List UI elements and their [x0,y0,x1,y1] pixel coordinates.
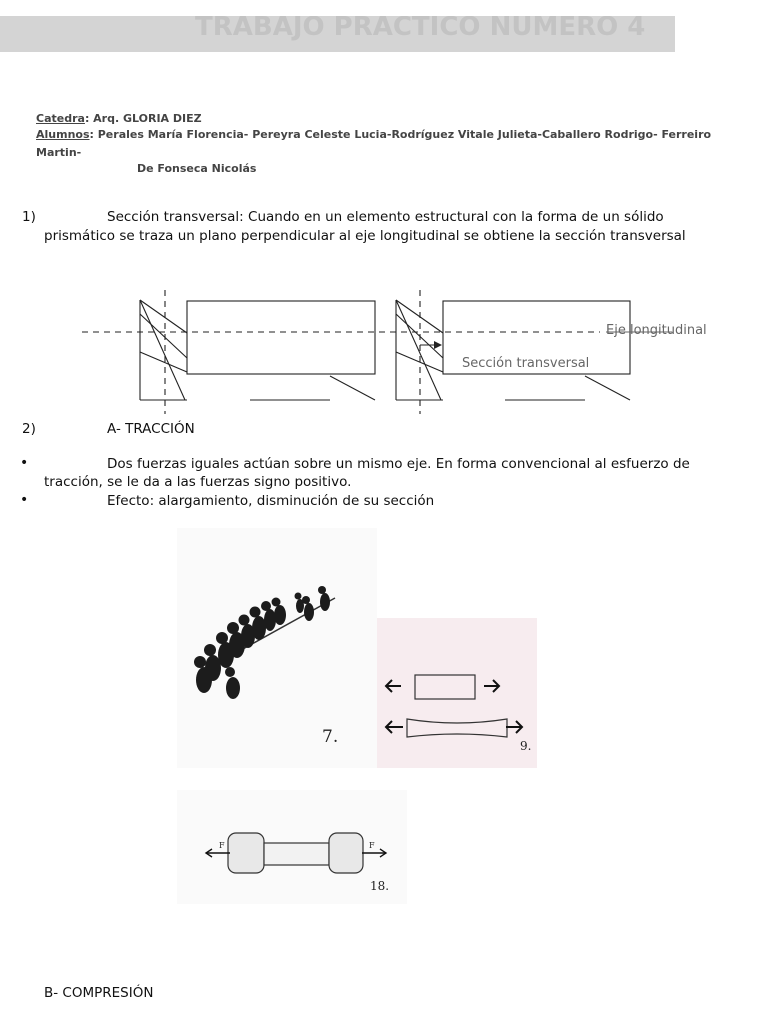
catedra-value: : Arq. GLORIA DIEZ [84,112,202,125]
section1-line2: prismático se traza un plano perpendicular al eje longitudinal se obtiene la sección transversal [44,228,686,244]
fig18-label: 18. [370,879,390,893]
bullet1-line2: tracción, se le da a las fuerzas signo positivo. [44,474,352,490]
section2-heading: A- TRACCIÓN [107,421,195,437]
alumnos-value: : Perales María Florencia- Pereyra Celeste Lucia-Rodríguez Vitale Julieta-Caballero Rodrigo- Ferreiro [89,128,712,141]
force-label-left: F [219,841,225,850]
bullet-2: • [20,492,29,508]
label-seccion-transversal: Sección transversal [462,356,590,371]
force-label-right: F [369,841,375,850]
alumnos-line-3: De Fonseca Nicolás [137,162,257,175]
fig7-label: 7. [322,727,339,747]
alumnos-label: Alumnos [36,128,90,141]
bullet1-line1: Dos fuerzas iguales actúan sobre un mismo eje. En forma convencional al esfuerzo de [107,456,690,472]
bullet2-text: Efecto: alargamiento, disminución de su sección [107,493,435,509]
page-title: TRABAJO PRACTICO NUMERO 4 [195,16,646,42]
fig9-label: 9. [520,739,532,753]
label-eje-longitudinal: Eje longitudinal [606,323,707,338]
catedra-label: Catedra [36,112,85,125]
section1-line1: Sección transversal: Cuando en un elemento estructural con la forma de un sólido [107,209,664,225]
section2-number: 2) [22,421,36,437]
section-b-heading: B- COMPRESIÓN [44,985,154,1001]
tension-panel [377,618,537,768]
section1-number: 1) [22,209,36,225]
alumnos-line-2: Martin- [36,146,82,159]
bullet-1: • [20,455,29,471]
